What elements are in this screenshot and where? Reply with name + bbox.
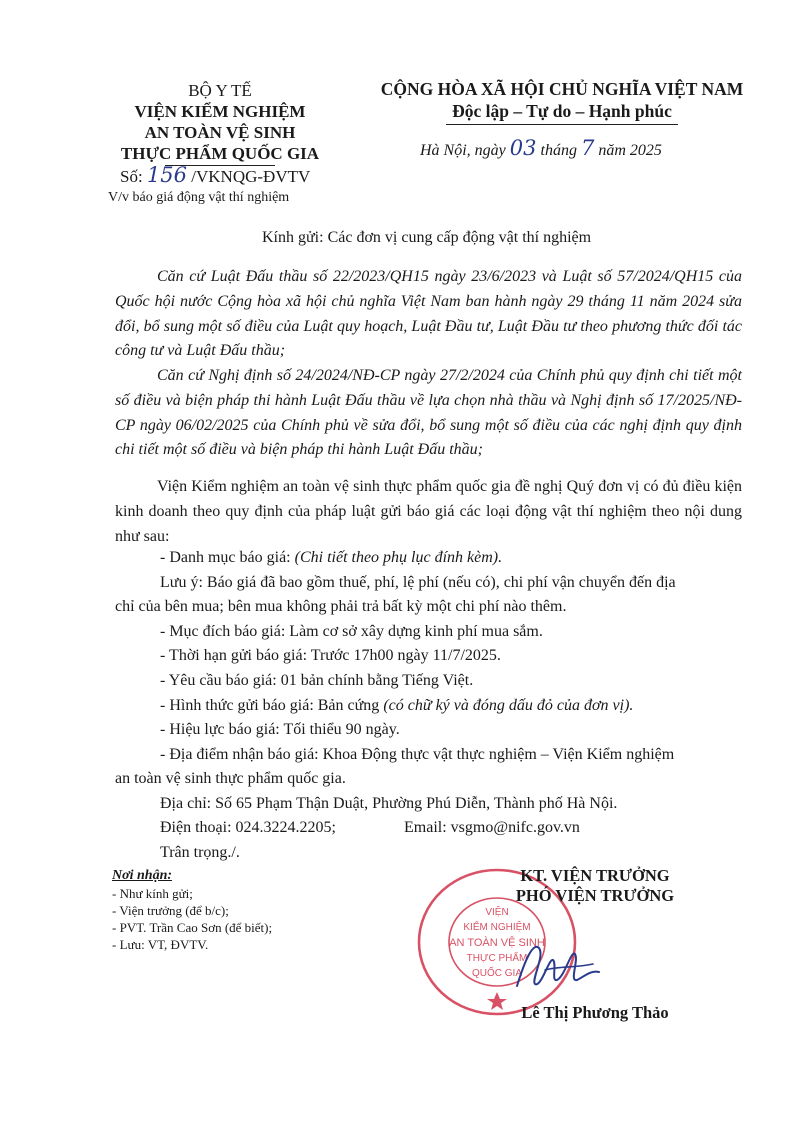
location-line-2: an toàn vệ sinh thực phẩm quốc gia. <box>115 770 346 787</box>
number-prefix: Số: <box>120 167 143 186</box>
closing-line: Trân trọng./. <box>160 844 240 861</box>
institute-name-line2: AN TOÀN VỆ SINH <box>144 123 296 142</box>
intro-paragraph: Viện Kiểm nghiệm an toàn vệ sinh thực phẩm quốc gia đề nghị Quý đơn vị có đủ điều kiện kinh doanh theo quy định của pháp luật gửi báo giá các loại động vật thí nghiệm theo nội dung như sau: <box>115 478 742 545</box>
signature-line2: PHÓ VIỆN TRƯỞNG <box>515 886 675 905</box>
legal-basis-1: Căn cứ Luật Đấu thầu số 22/2023/QH15 ngày 23/6/2023 và Luật số 57/2024/QH15 của Quốc hội nước Cộng hòa xã hội chủ nghĩa Việt Nam ban hành ngày 29 tháng 11 năm 2024 sửa đổi, bổ sung một số điều của Luật quy hoạch, Luật Đầu tư, Luật Đầu tư theo phương thức đối tác công tư và Luật Đấu thầu; <box>115 268 742 360</box>
phone-line: Điện thoại: 024.3224.2205; <box>160 819 336 836</box>
date-month-word: tháng <box>540 142 577 159</box>
legal-basis-2: Căn cứ Nghị định số 24/2024/NĐ-CP ngày 27/2/2024 của Chính phủ quy định chi tiết một số điều và biện pháp thi hành Luật Đấu thầu về lựa chọn nhà thầu và Nghị định số 17/2025/NĐ-CP ngày 06/02/2025 của Chính phủ về sửa đổi, bổ sung một số điều của các nghị định quy định chi tiết một số điều và biện pháp thi hành Luật Đấu thầu; <box>115 367 742 459</box>
institute-name-line3: THỰC PHẨM QUỐC GIA <box>120 144 320 163</box>
form-item: - Hình thức gửi báo giá: Bản cứng (có chữ ký và đóng dấu đỏ của đơn vị). <box>160 697 634 714</box>
issue-date <box>420 136 662 160</box>
signer-name: Lê Thị Phương Thảo <box>521 1003 669 1022</box>
country-name: CỘNG HÒA XÃ HỘI CHỦ NGHĨA VIỆT NAM <box>380 79 744 99</box>
seal-line: KIỂM NGHIỆM <box>463 922 531 933</box>
seal-line: THỰC PHẨM <box>466 953 528 964</box>
number-handwritten: 156 <box>146 163 188 187</box>
motto-underline <box>446 124 678 125</box>
addressee-line: Kính gửi: Các đơn vị cung cấp động vật thí nghiệm <box>262 229 592 246</box>
seal-line: QUỐC GIA <box>471 968 523 979</box>
location-line-1: - Địa điểm nhận báo giá: Khoa Động thực vật thực nghiệm – Viện Kiểm nghiệm <box>160 746 675 763</box>
subject-line: V/v báo giá động vật thí nghiệm <box>108 190 290 205</box>
signature-authority <box>490 866 700 906</box>
institute-name-line1: VIỆN KIỂM NGHIỆM <box>134 102 306 121</box>
seal-line: AN TOÀN VỆ SINH <box>449 937 545 949</box>
catalog-item: - Danh mục báo giá: (Chi tiết theo phụ lục đính kèm). <box>160 549 503 566</box>
national-heading <box>352 78 772 125</box>
recipients-title: Nơi nhận: <box>112 868 173 883</box>
recipient-item: - PVT. Trần Cao Sơn (để biết); <box>112 920 273 935</box>
requirement-item: - Yêu cầu báo giá: 01 bản chính bằng Tiếng Việt. <box>160 672 474 689</box>
national-motto: Độc lập – Tự do – Hạnh phúc <box>452 101 672 121</box>
email-line: Email: vsgmo@nifc.gov.vn <box>404 819 580 836</box>
ministry-name: BỘ Y TẾ <box>188 81 252 100</box>
date-month-handwritten: 7 <box>580 136 595 160</box>
date-prefix: Hà Nội, ngày <box>420 142 506 159</box>
recipient-item: - Lưu: VT, ĐVTV. <box>112 937 209 952</box>
deadline-item: - Thời hạn gửi báo giá: Trước 17h00 ngày 11/7/2025. <box>160 647 501 664</box>
signature-line1: KT. VIỆN TRƯỞNG <box>520 866 670 885</box>
purpose-item: - Mục đích báo giá: Làm cơ sở xây dựng kinh phí mua sắm. <box>160 623 543 640</box>
document-number <box>120 163 310 187</box>
note-line-1: Lưu ý: Báo giá đã bao gồm thuế, phí, lệ phí (nếu có), chi phí vận chuyển đến địa <box>160 574 676 591</box>
issuer-block <box>100 80 340 166</box>
validity-item: - Hiệu lực báo giá: Tối thiểu 90 ngày. <box>160 721 400 738</box>
recipient-item: - Viện trưởng (để b/c); <box>112 903 229 918</box>
address-line: Địa chỉ: Số 65 Phạm Thận Duật, Phường Phú Diễn, Thành phố Hà Nội. <box>160 795 618 812</box>
seal-line: VIỆN <box>485 907 509 918</box>
date-year: năm 2025 <box>598 142 662 159</box>
number-suffix: /VKNQG-ĐVTV <box>191 167 311 186</box>
handwritten-signature <box>505 930 605 1000</box>
date-day-handwritten: 03 <box>509 136 537 160</box>
recipient-item: - Như kính gửi; <box>112 886 193 901</box>
note-line-2: chỉ của bên mua; bên mua không phải trả bất kỳ một chi phí nào thêm. <box>115 598 567 615</box>
